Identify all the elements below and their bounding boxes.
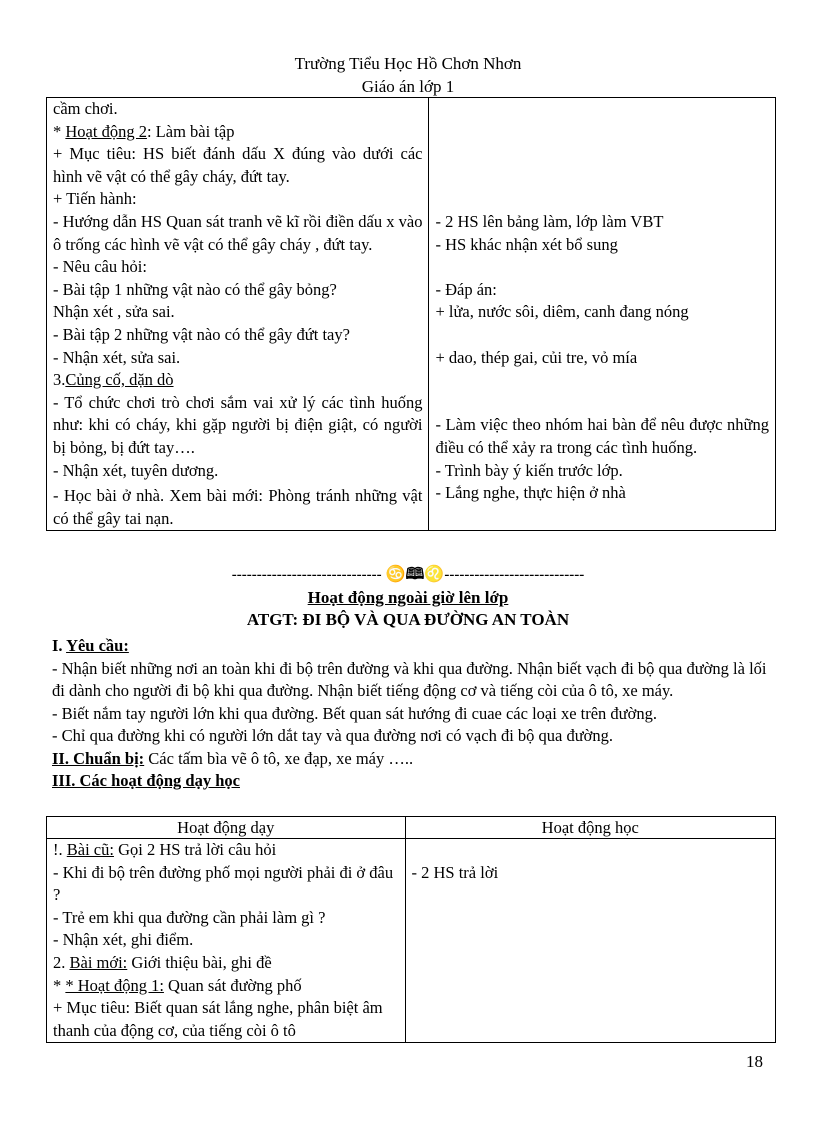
text-line: - Bài tập 2 những vật nào có thể gây đứt tay? (53, 324, 350, 344)
text-line: - Biết nắm tay người lớn khi qua đường. Bết quan sát hướng đi cuae các loại xe trên đường. (52, 703, 657, 723)
text-line: - Nhận xét, sửa sai. (53, 347, 181, 367)
text-line: + lửa, nước sôi, diêm, canh đang nóng (435, 302, 689, 322)
requirements-heading: I. Yêu cầu: (52, 636, 129, 655)
text-line: - Học bài ở nhà. Xem bài mới: Phòng tránh những vật có thể gây tai nạn. (53, 486, 423, 528)
text-line: - Tổ chức chơi trò chơi sắm vai xử lý các tình huống như: khi có cháy, khi gặp người bị điện giật, có người bị bỏng, bị đứt tay…. (53, 392, 423, 457)
text-line: - Làm việc theo nhóm hai bàn để nêu được những điều có thể xảy ra trong các tình huống. (435, 415, 769, 457)
section-divider (0, 563, 816, 590)
text-line: cầm chơi. (53, 99, 118, 118)
activity-2-heading: * Hoạt động 2: Làm bài tập (53, 121, 235, 141)
column-header-learning: Hoạt động học (405, 817, 775, 839)
text-line: - HS khác nhận xét bổ sung (435, 234, 618, 254)
divider-dashes: ------------------------------ (231, 567, 382, 583)
text-line: - 2 HS lên bảng làm, lớp làm VBT (435, 211, 664, 231)
activity-1-heading: * * Hoạt động 1: Quan sát đường phố (53, 975, 302, 995)
text-line: - Chỉ qua đường khi có người lớn dắt tay và qua đường nơi có vạch đi bộ qua đường. (52, 726, 614, 745)
requirements-section (52, 635, 772, 793)
section-subtitle: ATGT: ĐI BỘ VÀ QUA ĐƯỜNG AN TOÀN (246, 610, 570, 629)
section-3-heading: 3.Củng cố, dặn dò (53, 370, 174, 390)
text-line: + Mục tiêu: Biết quan sát lắng nghe, phân biệt âm thanh của động cơ, của tiếng còi ô tô (53, 998, 383, 1040)
text-line: - Đáp án: (435, 279, 497, 299)
old-lesson-line: !. Bài cũ: Gọi 2 HS trả lời câu hỏi (53, 840, 277, 859)
page-number: 18 (746, 1052, 763, 1071)
text-line: - Nhận biết những nơi an toàn khi đi bộ trên đường và khi qua đường. Nhận biết vạch đi bộ qua đường là lối đi dành cho người đi bộ khi qua đường. Nhận biết tiếng động cơ và tiếng còi của ô tô, xe máy. (52, 658, 767, 700)
text-line: - 2 HS trả lời (411, 862, 499, 882)
text-line: Nhận xét , sửa sai. (53, 302, 175, 322)
new-lesson-line: 2. Bài mới: Giới thiệu bài, ghi đề (53, 952, 272, 972)
text-line: - Nhận xét, tuyên dương. (53, 460, 219, 480)
ornament-icon: ♋🕮♌ (381, 566, 445, 583)
text-line: - Bài tập 1 những vật nào có thể gây bỏng? (53, 279, 337, 299)
column-header-teaching: Hoạt động dạy (47, 817, 406, 839)
text-line: - Khi đi bộ trên đường phố mọi người phải đi ở đâu ? (53, 862, 394, 905)
section-title: Hoạt động ngoài giờ lên lớp (307, 588, 509, 607)
text-line: - Nêu câu hỏi: (53, 257, 147, 277)
preparation-line: II. Chuẩn bị: Các tấm bìa vẽ ô tô, xe đạp, xe máy ….. (52, 748, 414, 768)
teacher-activity-cell (47, 839, 406, 1043)
text-line: - Trẻ em khi qua đường cần phải làm gì ? (53, 907, 326, 927)
text-line: + Mục tiêu: HS biết đánh dấu X đúng vào dưới các hình vẽ vật có thể gây cháy, đứt tay. (53, 144, 423, 186)
teacher-activity-cell (47, 98, 429, 531)
lesson-plan-title: Giáo án lớp 1 (361, 77, 455, 96)
text-line: - Trình bày ý kiến trước lớp. (435, 460, 623, 480)
text-line: - Lắng nghe, thực hiện ở nhà (435, 483, 626, 503)
student-activity-cell (429, 98, 776, 531)
activities-heading: III. Các hoạt động dạy học (52, 771, 240, 790)
text-line: + Tiến hành: (53, 189, 137, 209)
activity-table-2 (46, 816, 776, 1043)
text-line: + dao, thép gai, củi tre, vỏ mía (435, 347, 638, 367)
text-line: - Hướng dẫn HS Quan sát tranh vẽ kĩ rồi điền dấu x vào ô trống các hình vẽ vật có thể gây cháy , đứt tay. (53, 211, 423, 254)
text-line: - Nhận xét, ghi điểm. (53, 930, 194, 950)
activity-table-1 (46, 97, 776, 531)
student-activity-cell (405, 839, 775, 1043)
divider-dashes: ---------------------------- (444, 567, 585, 583)
school-name: Trường Tiểu Học Hồ Chơn Nhơn (294, 54, 522, 73)
